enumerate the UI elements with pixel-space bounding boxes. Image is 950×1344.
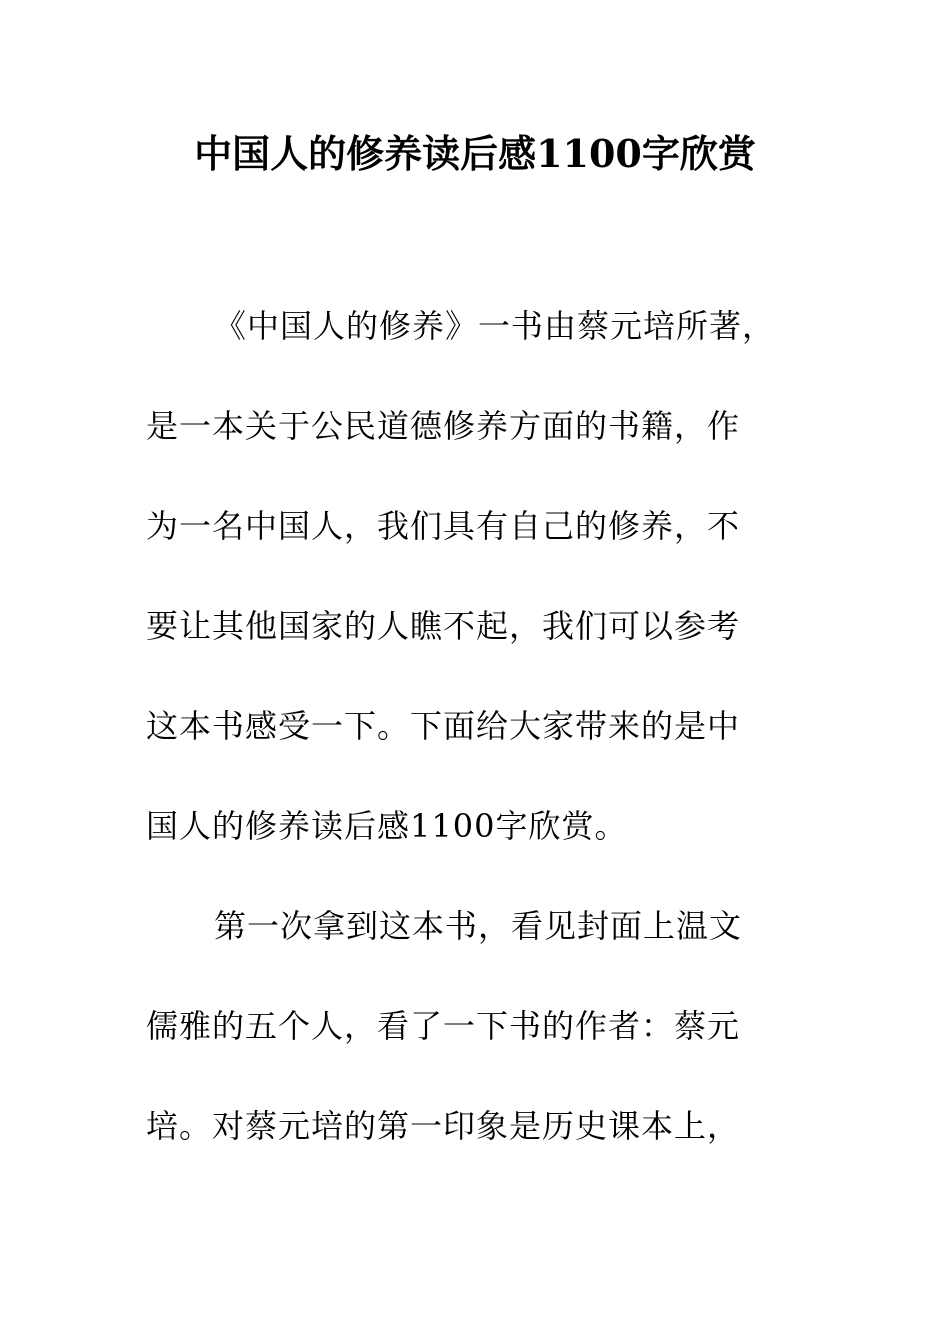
- paragraph-line: 是一本关于公民道德修养方面的书籍，作: [146, 407, 741, 445]
- paragraph-line: 国人的修养读后感1100字欣赏。: [146, 807, 628, 845]
- paragraph-line: 这本书感受一下。下面给大家带来的是中: [146, 707, 741, 745]
- paragraph-line: 培。对蔡元培的第一印象是历史课本上，: [146, 1107, 741, 1145]
- paragraph-line: 第一次拿到这本书，看见封面上温文: [214, 907, 743, 945]
- paragraph-line: 《中国人的修养》一书由蔡元培所著，: [214, 307, 776, 345]
- paragraph-line: 为一名中国人，我们具有自己的修养，不: [146, 507, 741, 545]
- document-title: 中国人的修养读后感1100字欣赏: [194, 131, 756, 176]
- paragraph-line: 要让其他国家的人瞧不起，我们可以参考: [146, 607, 741, 645]
- paragraph-line: 儒雅的五个人，看了一下书的作者：蔡元: [146, 1007, 741, 1045]
